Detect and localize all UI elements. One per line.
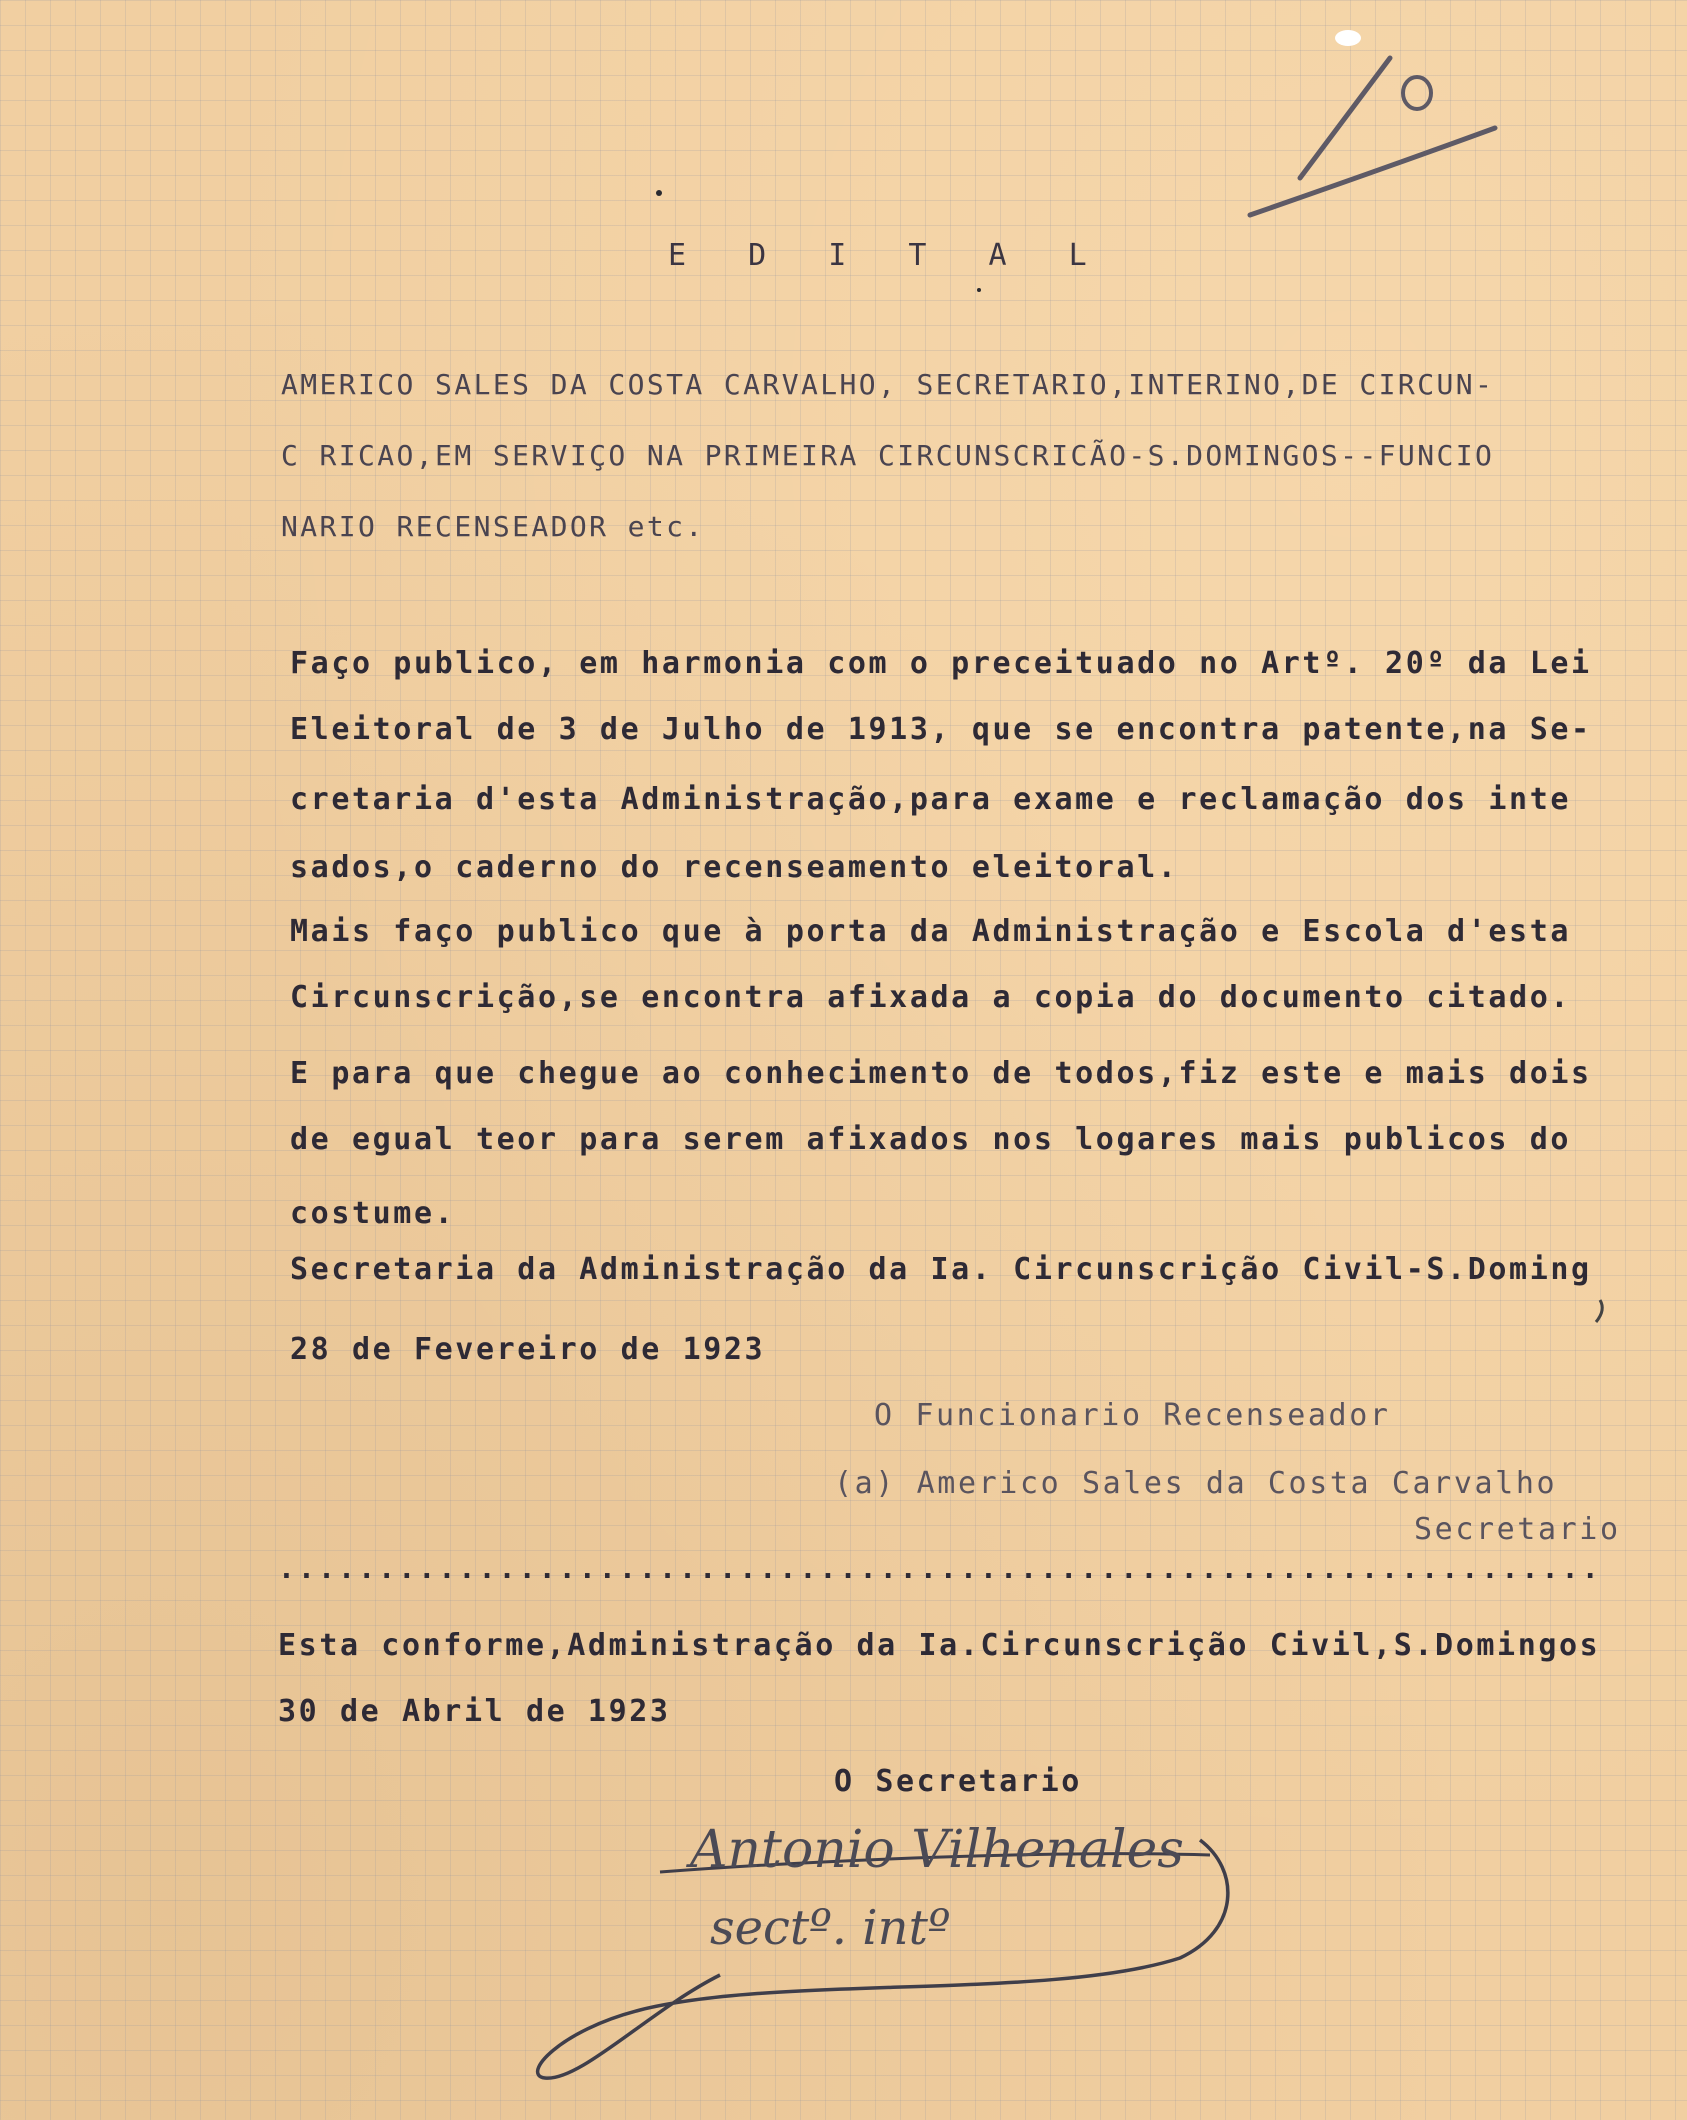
body-line: Eleitoral de 3 de Julho de 1913, que se encontra patente,na Se- (290, 712, 1592, 747)
separator-line: .................................................................. (278, 1552, 1602, 1585)
body-line: 28 de Fevereiro de 1923 (290, 1332, 766, 1367)
handwritten-signature: Antonio Vilhenales (690, 1820, 1184, 1880)
handwritten-subtitle: sectº. intº (710, 1900, 951, 1956)
body-line: Mais faço publico que à porta da Administração e Escola d'esta (290, 914, 1572, 949)
body-line: E para que chegue ao conhecimento de todos,fiz este e mais dois (290, 1056, 1592, 1091)
certification-date: 30 de Abril de 1923 (278, 1694, 671, 1729)
document-title: E D I T A L (668, 238, 1109, 273)
body-line: Circunscrição,se encontra afixada a copia do documento citado. (290, 980, 1572, 1015)
header-line: C RICAO,EM SERVIÇO NA PRIMEIRA CIRCUNSCRICÃO-S.DOMINGOS--FUNCIO (281, 439, 1495, 472)
header-line: NARIO RECENSEADOR etc. (281, 510, 705, 543)
certification-line: Esta conforme,Administração da Ia.Circunscrição Civil,S.Domingos (278, 1628, 1601, 1663)
body-line: cretaria d'esta Administração,para exame e reclamação dos inte (290, 782, 1572, 817)
signature-title: Secretario (1414, 1512, 1621, 1547)
signature-line: (a) Americo Sales da Costa Carvalho (834, 1466, 1558, 1501)
header-line: AMERICO SALES DA COSTA CARVALHO, SECRETARIO,INTERINO,DE CIRCUN- (281, 368, 1495, 401)
signature-role: O Funcionario Recenseador (874, 1398, 1391, 1433)
body-line: sados,o caderno do recenseamento eleitoral. (290, 850, 1179, 885)
final-signatory: O Secretario (834, 1764, 1082, 1799)
body-line: Faço publico, em harmonia com o preceituado no Artº. 20º da Lei (290, 646, 1592, 681)
body-line: Secretaria da Administração da Ia. Circunscrição Civil-S.Doming (290, 1252, 1592, 1287)
body-line: de egual teor para serem afixados nos logares mais publicos do (290, 1122, 1572, 1157)
body-line: costume. (290, 1196, 456, 1231)
